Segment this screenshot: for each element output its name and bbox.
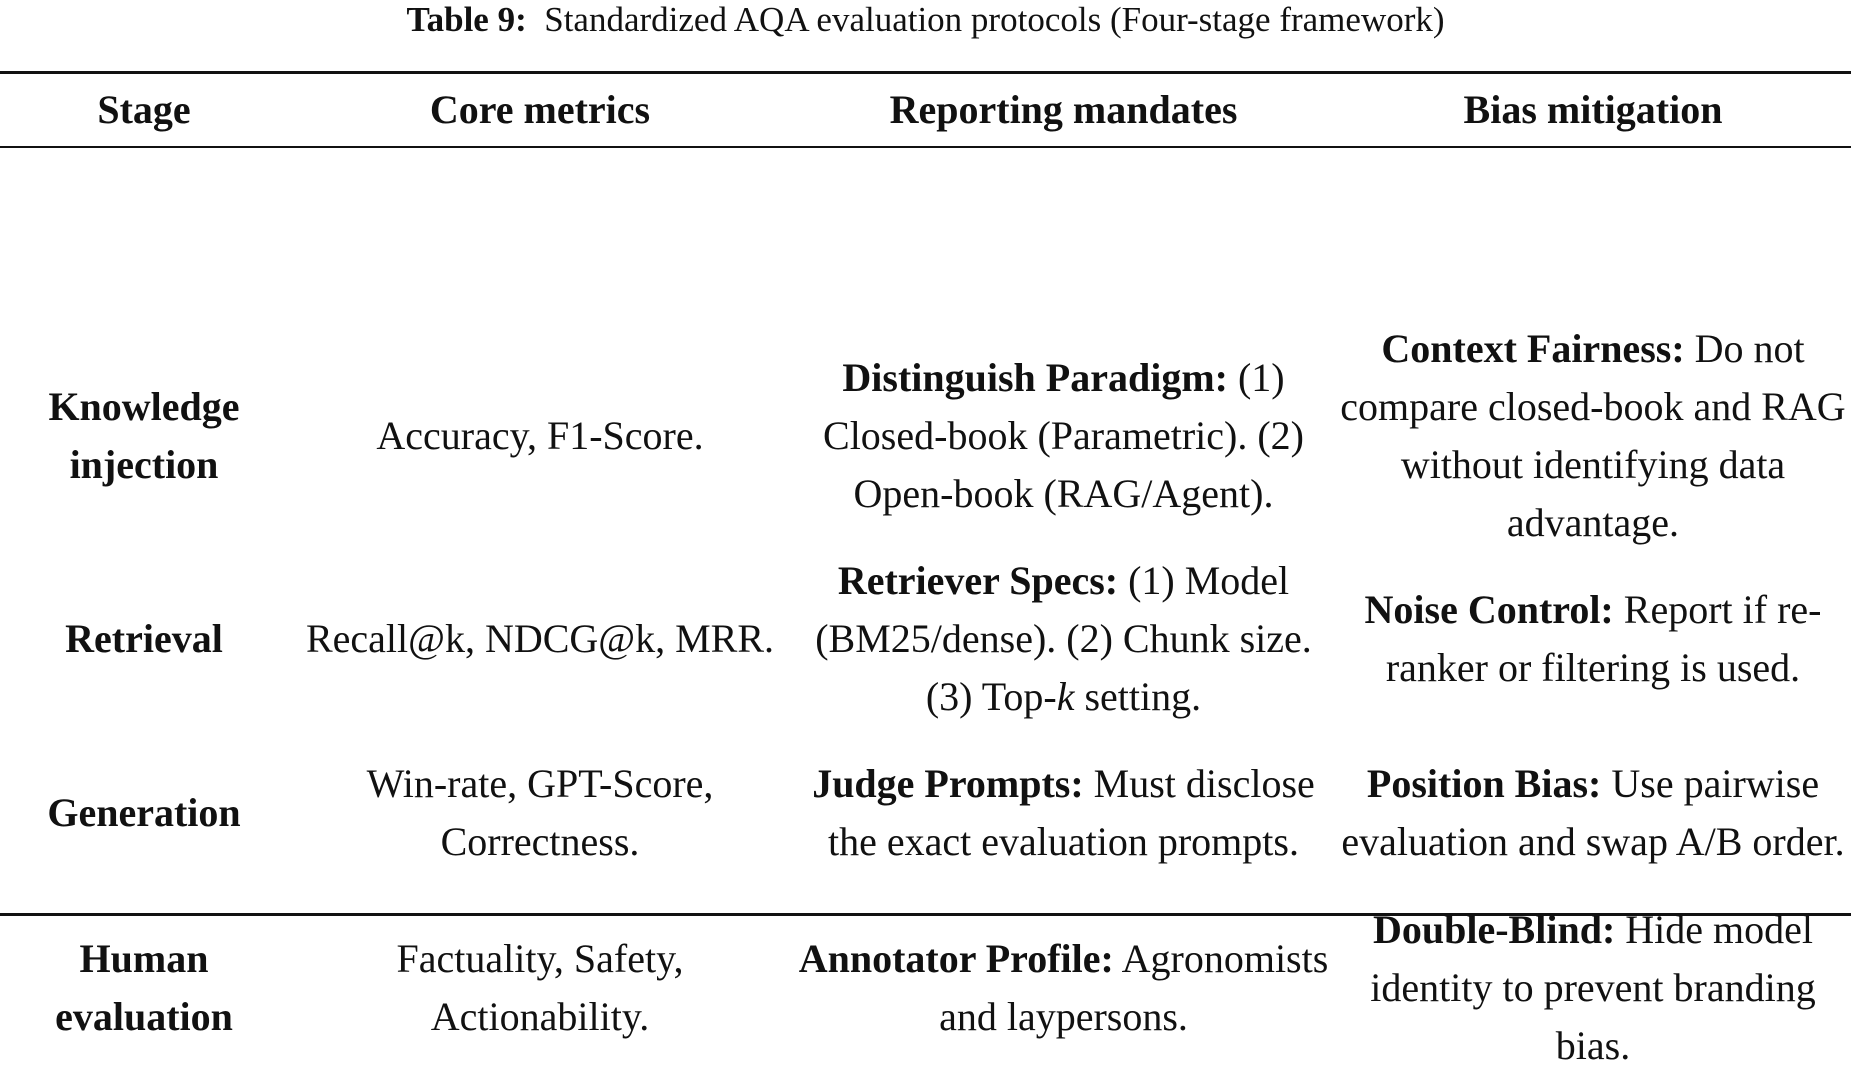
stage-cell: Knowledge injection [48, 384, 240, 487]
reporting-text: Agronomists and laypersons. [939, 935, 1329, 1039]
stage-cell: Retrieval [65, 616, 223, 661]
metrics-cell: Win-rate, GPT-Score, Correctness. [366, 761, 714, 864]
header-reporting-mandates: Reporting mandates [889, 87, 1238, 132]
bias-text: Do not compare closed-book and RAG without identifying data advantage. [1340, 326, 1846, 545]
header-bias-mitigation: Bias mitigation [1463, 87, 1723, 132]
caption-label: Table 9: [406, 0, 527, 39]
bias-lead: Context Fairness: [1381, 326, 1685, 371]
reporting-lead: Distinguish Paradigm: [842, 355, 1228, 400]
metrics-cell: Recall@k, NDCG@k, MRR. [305, 616, 775, 661]
bias-lead: Double-Blind: [1372, 906, 1616, 952]
table-row [0, 900, 1851, 1075]
table-row [0, 320, 1851, 552]
reporting-text-end: setting. [1084, 674, 1202, 719]
reporting-cell [792, 726, 1335, 900]
bias-cell [1335, 552, 1851, 726]
table-row [0, 726, 1851, 900]
bias-lead: Position Bias: [1366, 761, 1602, 806]
bias-lead: Noise Control: [1364, 587, 1614, 632]
bias-cell [1335, 900, 1851, 1075]
header-spacer [0, 146, 1851, 320]
stage-cell: Human evaluation [55, 935, 233, 1039]
bias-text: Hide model identity to prevent branding bias. [1370, 906, 1816, 1068]
bias-cell [1335, 320, 1851, 552]
reporting-text: (1) Model (BM25/dense). (2) Chunk size. (3) Top- [815, 558, 1312, 719]
metrics-cell: Accuracy, F1-Score. [376, 413, 704, 458]
metrics-cell: Factuality, Safety, Actionability. [396, 935, 684, 1039]
table-row [0, 552, 1851, 726]
reporting-italic-k: k [1056, 674, 1075, 719]
reporting-cell [792, 552, 1335, 726]
bias-cell [1335, 726, 1851, 900]
header-stage: Stage [97, 87, 191, 132]
bias-text: Use pairwise evaluation and swap A/B order. [1341, 761, 1845, 864]
reporting-lead: Retriever Specs: [837, 558, 1119, 603]
reporting-cell [792, 900, 1335, 1075]
reporting-cell [792, 320, 1335, 552]
reporting-text: (1) Closed-book (Parametric). (2) Open-book (RAG/Agent). [823, 355, 1304, 516]
reporting-lead: Annotator Profile: [798, 935, 1114, 981]
reporting-lead: Judge Prompts: [812, 761, 1084, 806]
header-row [0, 74, 1851, 146]
table-caption [0, 0, 1851, 48]
bias-text: Report if re-ranker or filtering is used. [1385, 587, 1822, 690]
stage-cell: Generation [47, 790, 241, 835]
protocols-table [0, 74, 1851, 1075]
reporting-text: Must disclose the exact evaluation prompts. [828, 761, 1315, 864]
header-core-metrics: Core metrics [429, 87, 651, 132]
caption-text: Standardized AQA evaluation protocols (Four-stage framework) [544, 0, 1445, 39]
